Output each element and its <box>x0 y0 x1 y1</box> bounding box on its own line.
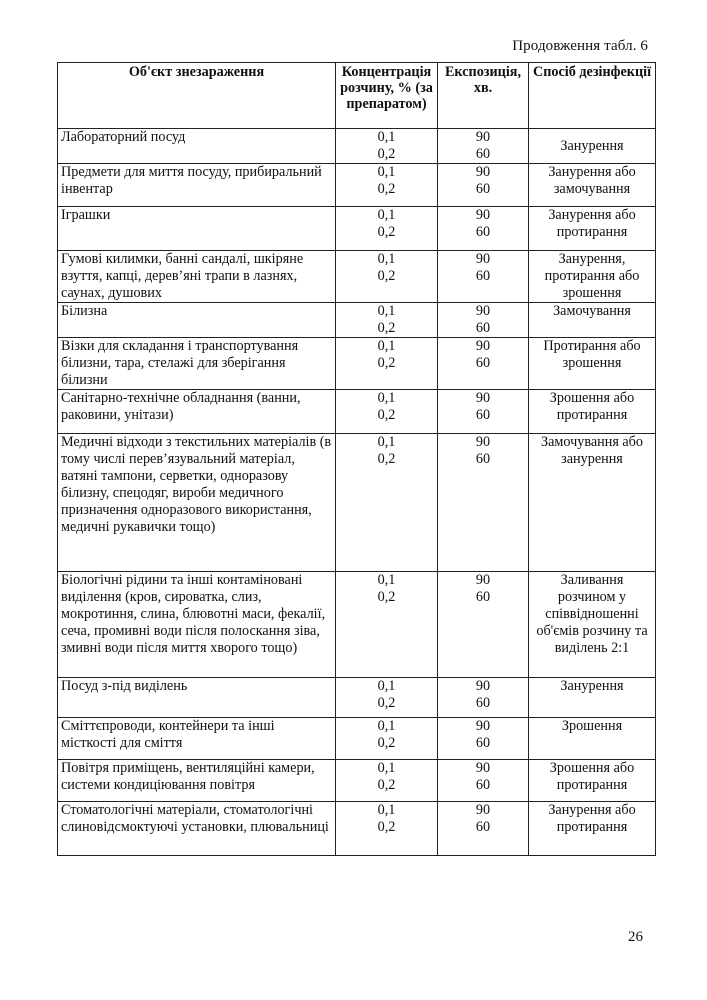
cell-object: Стоматологічні матеріали, стоматологічні слиновідсмоктуючі установки, плювальниці <box>58 802 336 856</box>
exposition-value: 60 <box>475 735 491 751</box>
cell-concentration <box>336 718 438 760</box>
cell-method: Занурення <box>529 678 656 718</box>
exposition-value: 90 <box>475 678 491 694</box>
exposition-value: 60 <box>475 146 491 162</box>
cell-concentration <box>336 802 438 856</box>
cell-object: Предмети для миття посуду, прибиральний інвентар <box>58 164 336 207</box>
cell-method: Занурення <box>529 129 656 164</box>
cell-method: Зрошення <box>529 718 656 760</box>
concentration-value: 0,2 <box>377 735 396 751</box>
cell-method: Занурення або замочування <box>529 164 656 207</box>
exposition-value: 60 <box>475 320 491 336</box>
exposition-value: 60 <box>475 224 491 240</box>
cell-method: Занурення, протирання або зрошення <box>529 251 656 303</box>
cell-object: Медичні відходи з текстильних матеріалів (в тому числі перев’язувальний матеріал, ватяні тампони, серветки, одноразову білизну, спецодяг, вироби медичного призначення одноразового використання, медичні рукавички тощо) <box>58 434 336 572</box>
cell-exposition <box>438 434 529 572</box>
cell-method: Замочування <box>529 303 656 338</box>
exposition-value: 60 <box>475 819 491 835</box>
exposition-value: 90 <box>475 251 491 267</box>
concentration-value: 0,1 <box>377 760 396 776</box>
concentration-value: 0,2 <box>377 268 396 284</box>
exposition-value: 60 <box>475 451 491 467</box>
table-row <box>58 678 656 718</box>
cell-object: Сміттєпроводи, контейнери та інші місткості для сміття <box>58 718 336 760</box>
table-row <box>58 390 656 434</box>
cell-object: Санітарно-технічне обладнання (ванни, раковини, унітази) <box>58 390 336 434</box>
table-continuation-caption: Продовження табл. 6 <box>512 38 648 54</box>
cell-object: Білизна <box>58 303 336 338</box>
concentration-value: 0,2 <box>377 819 396 835</box>
cell-exposition <box>438 251 529 303</box>
cell-object: Посуд з-під виділень <box>58 678 336 718</box>
cell-exposition <box>438 718 529 760</box>
cell-object: Біологічні рідини та інші контаміновані виділення (кров, сироватка, слиз, мокротиння, слина, блювотні маси, фекалії, сеча, промивні води після полоскання зіва, змивні води після миття хворого тощо) <box>58 572 336 678</box>
concentration-value: 0,2 <box>377 146 396 162</box>
cell-object: Візки для складання і транспортування білизни, тара, стелажі для зберігання білизни <box>58 338 336 390</box>
cell-concentration <box>336 207 438 251</box>
header-method: Спосіб дезінфекції <box>529 63 656 129</box>
concentration-value: 0,2 <box>377 407 396 423</box>
cell-method: Протирання або зрошення <box>529 338 656 390</box>
cell-exposition <box>438 338 529 390</box>
cell-concentration <box>336 678 438 718</box>
cell-method: Занурення або протирання <box>529 207 656 251</box>
exposition-value: 60 <box>475 407 491 423</box>
cell-object: Іграшки <box>58 207 336 251</box>
exposition-value: 90 <box>475 338 491 354</box>
concentration-value: 0,1 <box>377 572 396 588</box>
table-row <box>58 718 656 760</box>
cell-exposition <box>438 303 529 338</box>
concentration-value: 0,1 <box>377 718 396 734</box>
concentration-value: 0,1 <box>377 129 396 145</box>
cell-concentration <box>336 434 438 572</box>
cell-object: Гумові килимки, банні сандалі, шкіряне взуття, капці, дерев’яні трапи в лазнях, саунах, душових <box>58 251 336 303</box>
table-row <box>58 207 656 251</box>
cell-exposition <box>438 207 529 251</box>
concentration-value: 0,2 <box>377 777 396 793</box>
table-row <box>58 251 656 303</box>
cell-concentration <box>336 760 438 802</box>
concentration-value: 0,1 <box>377 434 396 450</box>
cell-object: Лабораторний посуд <box>58 129 336 164</box>
header-concentration: Концентрація розчину, % (за препаратом) <box>336 63 438 129</box>
cell-exposition <box>438 572 529 678</box>
cell-method: Зрошення або протирання <box>529 760 656 802</box>
exposition-value: 90 <box>475 207 491 223</box>
exposition-value: 90 <box>475 434 491 450</box>
cell-exposition <box>438 760 529 802</box>
table-row <box>58 760 656 802</box>
cell-object: Повітря приміщень, вентиляційні камери, системи кондиціювання повітря <box>58 760 336 802</box>
exposition-value: 60 <box>475 355 491 371</box>
concentration-value: 0,1 <box>377 303 396 319</box>
cell-concentration <box>336 164 438 207</box>
cell-method: Заливання розчином у співвідношенні об'ємів розчину та виділень 2:1 <box>529 572 656 678</box>
cell-method: Замочування або занурення <box>529 434 656 572</box>
table-body <box>58 129 656 856</box>
concentration-value: 0,2 <box>377 320 396 336</box>
table-row <box>58 802 656 856</box>
header-exposition: Експозиція, хв. <box>438 63 529 129</box>
concentration-value: 0,1 <box>377 390 396 406</box>
cell-concentration <box>336 251 438 303</box>
table-row <box>58 164 656 207</box>
table-row <box>58 129 656 164</box>
table-header-row <box>58 63 656 129</box>
exposition-value: 90 <box>475 390 491 406</box>
cell-exposition <box>438 164 529 207</box>
table-row <box>58 434 656 572</box>
exposition-value: 90 <box>475 760 491 776</box>
exposition-value: 90 <box>475 572 491 588</box>
cell-exposition <box>438 390 529 434</box>
cell-concentration <box>336 390 438 434</box>
concentration-value: 0,2 <box>377 451 396 467</box>
concentration-value: 0,1 <box>377 164 396 180</box>
concentration-value: 0,1 <box>377 678 396 694</box>
disinfection-table <box>57 62 656 856</box>
exposition-value: 60 <box>475 777 491 793</box>
cell-method: Занурення або протирання <box>529 802 656 856</box>
concentration-value: 0,1 <box>377 251 396 267</box>
exposition-value: 90 <box>475 718 491 734</box>
concentration-value: 0,1 <box>377 207 396 223</box>
concentration-value: 0,2 <box>377 355 396 371</box>
page-number: 26 <box>628 929 643 945</box>
table-row <box>58 338 656 390</box>
concentration-value: 0,2 <box>377 181 396 197</box>
exposition-value: 60 <box>475 589 491 605</box>
concentration-value: 0,1 <box>377 338 396 354</box>
exposition-value: 90 <box>475 164 491 180</box>
header-object: Об'єкт знезараження <box>58 63 336 129</box>
concentration-value: 0,2 <box>377 695 396 711</box>
cell-exposition <box>438 678 529 718</box>
concentration-value: 0,1 <box>377 802 396 818</box>
concentration-value: 0,2 <box>377 589 396 605</box>
table-row <box>58 572 656 678</box>
exposition-value: 90 <box>475 303 491 319</box>
exposition-value: 60 <box>475 695 491 711</box>
concentration-value: 0,2 <box>377 224 396 240</box>
cell-exposition <box>438 129 529 164</box>
cell-exposition <box>438 802 529 856</box>
cell-concentration <box>336 129 438 164</box>
exposition-value: 90 <box>475 129 491 145</box>
cell-concentration <box>336 338 438 390</box>
exposition-value: 60 <box>475 268 491 284</box>
exposition-value: 90 <box>475 802 491 818</box>
table-row <box>58 303 656 338</box>
exposition-value: 60 <box>475 181 491 197</box>
cell-concentration <box>336 303 438 338</box>
cell-method: Зрошення або протирання <box>529 390 656 434</box>
cell-concentration <box>336 572 438 678</box>
